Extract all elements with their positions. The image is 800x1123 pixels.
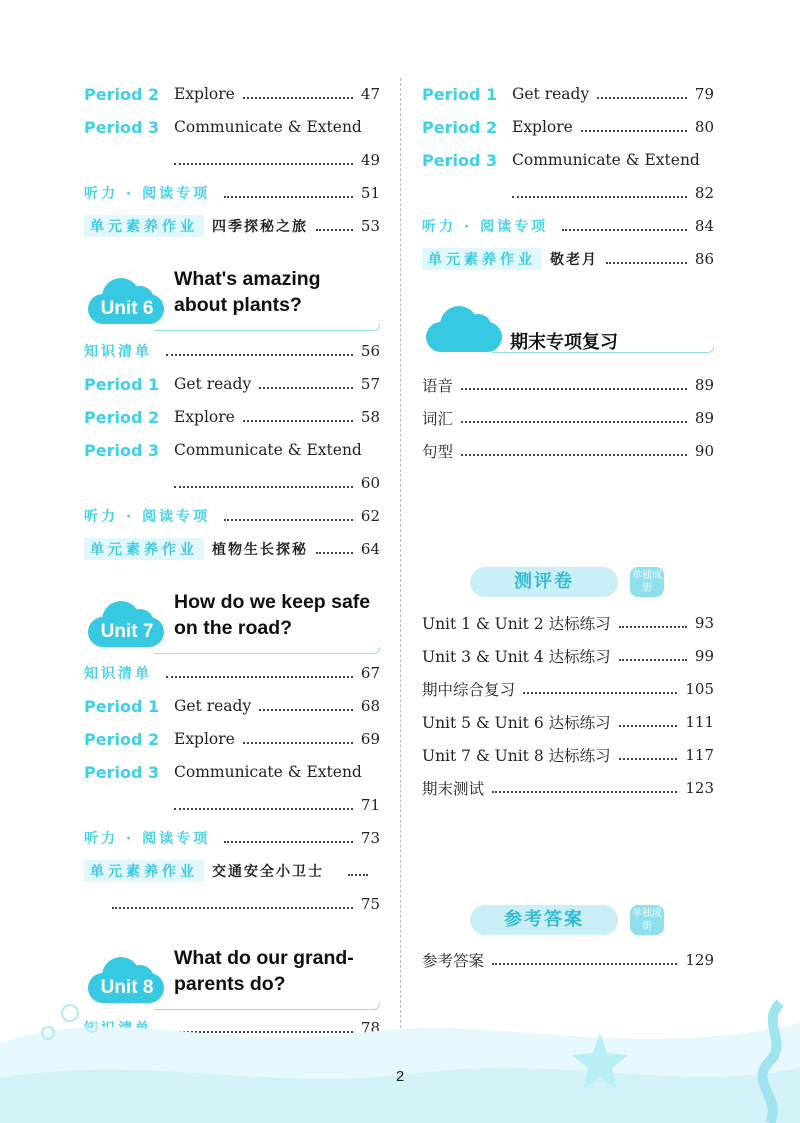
entry-title: Get ready bbox=[174, 697, 252, 715]
leader-dots bbox=[224, 196, 353, 198]
period-label: Period 3 bbox=[84, 117, 160, 137]
page-ref: 123 bbox=[685, 779, 714, 797]
toc-row-continuation[interactable] bbox=[84, 892, 380, 916]
leader-dots bbox=[243, 97, 353, 99]
unit-title-line: How do we keep safe bbox=[174, 591, 371, 613]
unit-homework-badge: 单元素养作业 bbox=[422, 248, 542, 270]
wave-decoration bbox=[0, 983, 800, 1123]
entry-title: Get ready bbox=[512, 85, 590, 103]
entry-title: Communicate & Extend bbox=[174, 763, 362, 781]
page-ref: 73 bbox=[360, 829, 380, 847]
leader-dots bbox=[166, 676, 353, 678]
page-ref: 57 bbox=[360, 375, 380, 393]
leader-dots bbox=[512, 196, 687, 198]
entry-title: Unit 1 & Unit 2 达标练习 bbox=[422, 615, 611, 633]
entry-title: 植物生长探秘 bbox=[212, 542, 308, 558]
toc-row[interactable] bbox=[84, 694, 380, 718]
period-label: Period 2 bbox=[84, 729, 160, 749]
page-ref: 68 bbox=[360, 697, 380, 715]
leader-dots bbox=[523, 692, 677, 694]
entry-title: Explore bbox=[174, 85, 235, 103]
toc-row[interactable] bbox=[422, 743, 714, 767]
page-ref: 56 bbox=[360, 342, 380, 360]
period-label: Period 1 bbox=[84, 374, 160, 394]
leader-dots bbox=[348, 874, 368, 876]
page-ref: 89 bbox=[694, 376, 714, 394]
page-ref: 129 bbox=[685, 951, 714, 969]
entry-title: 句型 bbox=[422, 443, 454, 461]
period-label: Period 2 bbox=[422, 117, 498, 137]
leader-dots bbox=[224, 841, 353, 843]
toc-row[interactable] bbox=[84, 372, 380, 396]
toc-row-continuation[interactable] bbox=[84, 471, 380, 495]
entry-title: Explore bbox=[174, 408, 235, 426]
entry-title: Unit 5 & Unit 6 达标练习 bbox=[422, 714, 611, 732]
page-ref: 58 bbox=[360, 408, 380, 426]
leader-dots bbox=[174, 808, 353, 810]
entry-title: Communicate & Extend bbox=[174, 118, 362, 136]
leader-dots bbox=[243, 742, 353, 744]
entry-title: 词汇 bbox=[422, 410, 454, 428]
page-ref: 49 bbox=[360, 151, 380, 169]
leader-dots bbox=[461, 421, 687, 423]
toc-row-continuation[interactable] bbox=[84, 148, 380, 172]
header-underline bbox=[154, 324, 380, 331]
toc-row[interactable] bbox=[84, 405, 380, 429]
toc-row[interactable] bbox=[84, 537, 380, 561]
leader-dots bbox=[174, 486, 353, 488]
page-ref: 117 bbox=[685, 746, 714, 764]
unit-homework-badge: 单元素养作业 bbox=[84, 215, 204, 237]
unit-homework-badge: 单元素养作业 bbox=[84, 538, 204, 560]
toc-row-continuation[interactable] bbox=[422, 181, 714, 205]
leader-dots bbox=[259, 709, 353, 711]
answers-title: 参考答案 bbox=[470, 905, 618, 935]
toc-row[interactable] bbox=[422, 406, 714, 430]
entry-title: 参考答案 bbox=[422, 952, 485, 970]
page-ref: 78 bbox=[360, 1019, 380, 1037]
unit-badge: Unit 6 bbox=[100, 298, 154, 319]
toc-row[interactable] bbox=[84, 214, 380, 238]
toc-row[interactable] bbox=[84, 339, 380, 363]
entry-title: 期中综合复习 bbox=[422, 681, 516, 699]
unit-title-line: parents do? bbox=[174, 973, 286, 995]
unit-title-line: on the road? bbox=[174, 617, 293, 639]
toc-row[interactable] bbox=[84, 859, 380, 883]
toc-row[interactable] bbox=[84, 760, 380, 784]
leader-dots bbox=[619, 758, 678, 760]
page-ref: 60 bbox=[360, 474, 380, 492]
leader-dots bbox=[461, 388, 687, 390]
page-ref: 62 bbox=[360, 507, 380, 525]
final-review-header[interactable] bbox=[422, 300, 714, 366]
entry-title: Communicate & Extend bbox=[174, 441, 362, 459]
unit-title bbox=[174, 266, 321, 318]
knowledge-list-label: 知识清单 bbox=[84, 666, 152, 682]
cloud-icon bbox=[84, 595, 168, 651]
leader-dots bbox=[316, 552, 353, 554]
leader-dots bbox=[259, 387, 353, 389]
leader-dots bbox=[619, 725, 678, 727]
page-ref: 90 bbox=[694, 442, 714, 460]
leader-dots bbox=[224, 519, 353, 521]
page-ref: 86 bbox=[694, 250, 714, 268]
page-ref: 82 bbox=[694, 184, 714, 202]
leader-dots bbox=[597, 97, 687, 99]
period-label: Period 1 bbox=[84, 696, 160, 716]
entry-title: Explore bbox=[512, 118, 573, 136]
toc-row[interactable] bbox=[422, 948, 714, 972]
unit-homework-badge: 单元素养作业 bbox=[84, 860, 204, 882]
leader-dots bbox=[562, 229, 687, 231]
toc-row[interactable] bbox=[422, 115, 714, 139]
page-ref: 111 bbox=[685, 713, 714, 731]
separate-booklet-sticker: 单独成册 bbox=[630, 567, 664, 597]
toc-row[interactable] bbox=[422, 677, 714, 701]
entry-title: 四季探秘之旅 bbox=[212, 219, 308, 235]
page-ref: 67 bbox=[360, 664, 380, 682]
page-ref: 99 bbox=[694, 647, 714, 665]
header-underline bbox=[492, 346, 714, 353]
leader-dots bbox=[243, 420, 353, 422]
toc-row[interactable] bbox=[422, 247, 714, 271]
page-number: 2 bbox=[395, 1068, 405, 1085]
toc-row[interactable] bbox=[84, 727, 380, 751]
leader-dots bbox=[461, 454, 687, 456]
leader-dots bbox=[581, 130, 687, 132]
listening-reading-label: 听力 · 阅读专项 bbox=[84, 186, 211, 202]
page-ref: 47 bbox=[360, 85, 380, 103]
cloud-icon bbox=[84, 272, 168, 328]
toc-row[interactable] bbox=[422, 148, 714, 172]
unit-title bbox=[174, 589, 370, 641]
toc-row[interactable] bbox=[422, 611, 714, 635]
section-title: 期末专项复习 bbox=[510, 332, 618, 353]
unit-badge: Unit 7 bbox=[100, 621, 154, 642]
toc-row[interactable] bbox=[84, 504, 380, 528]
period-label: Period 3 bbox=[84, 762, 160, 782]
entry-title: 敬老月 bbox=[550, 252, 598, 268]
leader-dots bbox=[619, 659, 687, 661]
leader-dots bbox=[492, 963, 677, 965]
listening-reading-label: 听力 · 阅读专项 bbox=[422, 219, 549, 235]
test-papers-title: 测评卷 bbox=[470, 567, 618, 597]
toc-row[interactable] bbox=[422, 373, 714, 397]
leader-dots bbox=[316, 229, 353, 231]
toc-row[interactable] bbox=[84, 82, 380, 106]
page-ref: 69 bbox=[360, 730, 380, 748]
page-ref: 71 bbox=[360, 796, 380, 814]
period-label: Period 3 bbox=[422, 150, 498, 170]
entry-title: Communicate & Extend bbox=[512, 151, 700, 169]
page-ref: 89 bbox=[694, 409, 714, 427]
leader-dots bbox=[174, 163, 353, 165]
header-underline bbox=[154, 647, 380, 654]
period-label: Period 2 bbox=[84, 84, 160, 104]
leader-dots bbox=[606, 262, 687, 264]
page-ref: 84 bbox=[694, 217, 714, 235]
page-ref: 51 bbox=[360, 184, 380, 202]
page-ref: 105 bbox=[685, 680, 714, 698]
leader-dots bbox=[166, 354, 353, 356]
toc-row[interactable] bbox=[422, 644, 714, 668]
unit-6-header[interactable] bbox=[84, 266, 380, 336]
toc-row[interactable] bbox=[422, 710, 714, 734]
entry-title: Get ready bbox=[174, 375, 252, 393]
page-ref: 75 bbox=[360, 895, 380, 913]
leader-dots bbox=[619, 626, 687, 628]
toc-row[interactable] bbox=[84, 826, 380, 850]
page-ref: 79 bbox=[694, 85, 714, 103]
toc-row[interactable] bbox=[422, 776, 714, 800]
period-label: Period 2 bbox=[84, 407, 160, 427]
period-label: Period 3 bbox=[84, 440, 160, 460]
unit-badge: Unit 8 bbox=[100, 977, 154, 998]
separate-booklet-sticker: 单独成册 bbox=[630, 905, 664, 935]
leader-dots bbox=[112, 907, 353, 909]
entry-title: 期末测试 bbox=[422, 780, 485, 798]
toc-row[interactable] bbox=[84, 438, 380, 462]
toc-row[interactable] bbox=[422, 439, 714, 463]
entry-title: Unit 7 & Unit 8 达标练习 bbox=[422, 747, 611, 765]
column-divider bbox=[400, 78, 401, 1038]
page-ref: 53 bbox=[360, 217, 380, 235]
listening-reading-label: 听力 · 阅读专项 bbox=[84, 509, 211, 525]
leader-dots bbox=[492, 791, 677, 793]
toc-row[interactable] bbox=[84, 661, 380, 685]
page-ref: 80 bbox=[694, 118, 714, 136]
toc-row[interactable] bbox=[84, 181, 380, 205]
unit-title-line: What do our grand- bbox=[174, 947, 354, 969]
unit-7-header[interactable] bbox=[84, 589, 380, 659]
toc-row[interactable] bbox=[84, 115, 380, 139]
toc-row-continuation[interactable] bbox=[84, 793, 380, 817]
entry-title: 交通安全小卫士 bbox=[212, 864, 324, 880]
unit-title-line: about plants? bbox=[174, 294, 302, 316]
entry-title: Explore bbox=[174, 730, 235, 748]
unit-title-line: What's amazing bbox=[174, 268, 321, 290]
page-ref: 64 bbox=[360, 540, 380, 558]
listening-reading-label: 听力 · 阅读专项 bbox=[84, 831, 211, 847]
page-ref: 93 bbox=[694, 614, 714, 632]
knowledge-list-label: 知识清单 bbox=[84, 344, 152, 360]
entry-title: 语音 bbox=[422, 377, 454, 395]
toc-row[interactable] bbox=[422, 214, 714, 238]
entry-title: Unit 3 & Unit 4 达标练习 bbox=[422, 648, 611, 666]
toc-row[interactable] bbox=[422, 82, 714, 106]
period-label: Period 1 bbox=[422, 84, 498, 104]
